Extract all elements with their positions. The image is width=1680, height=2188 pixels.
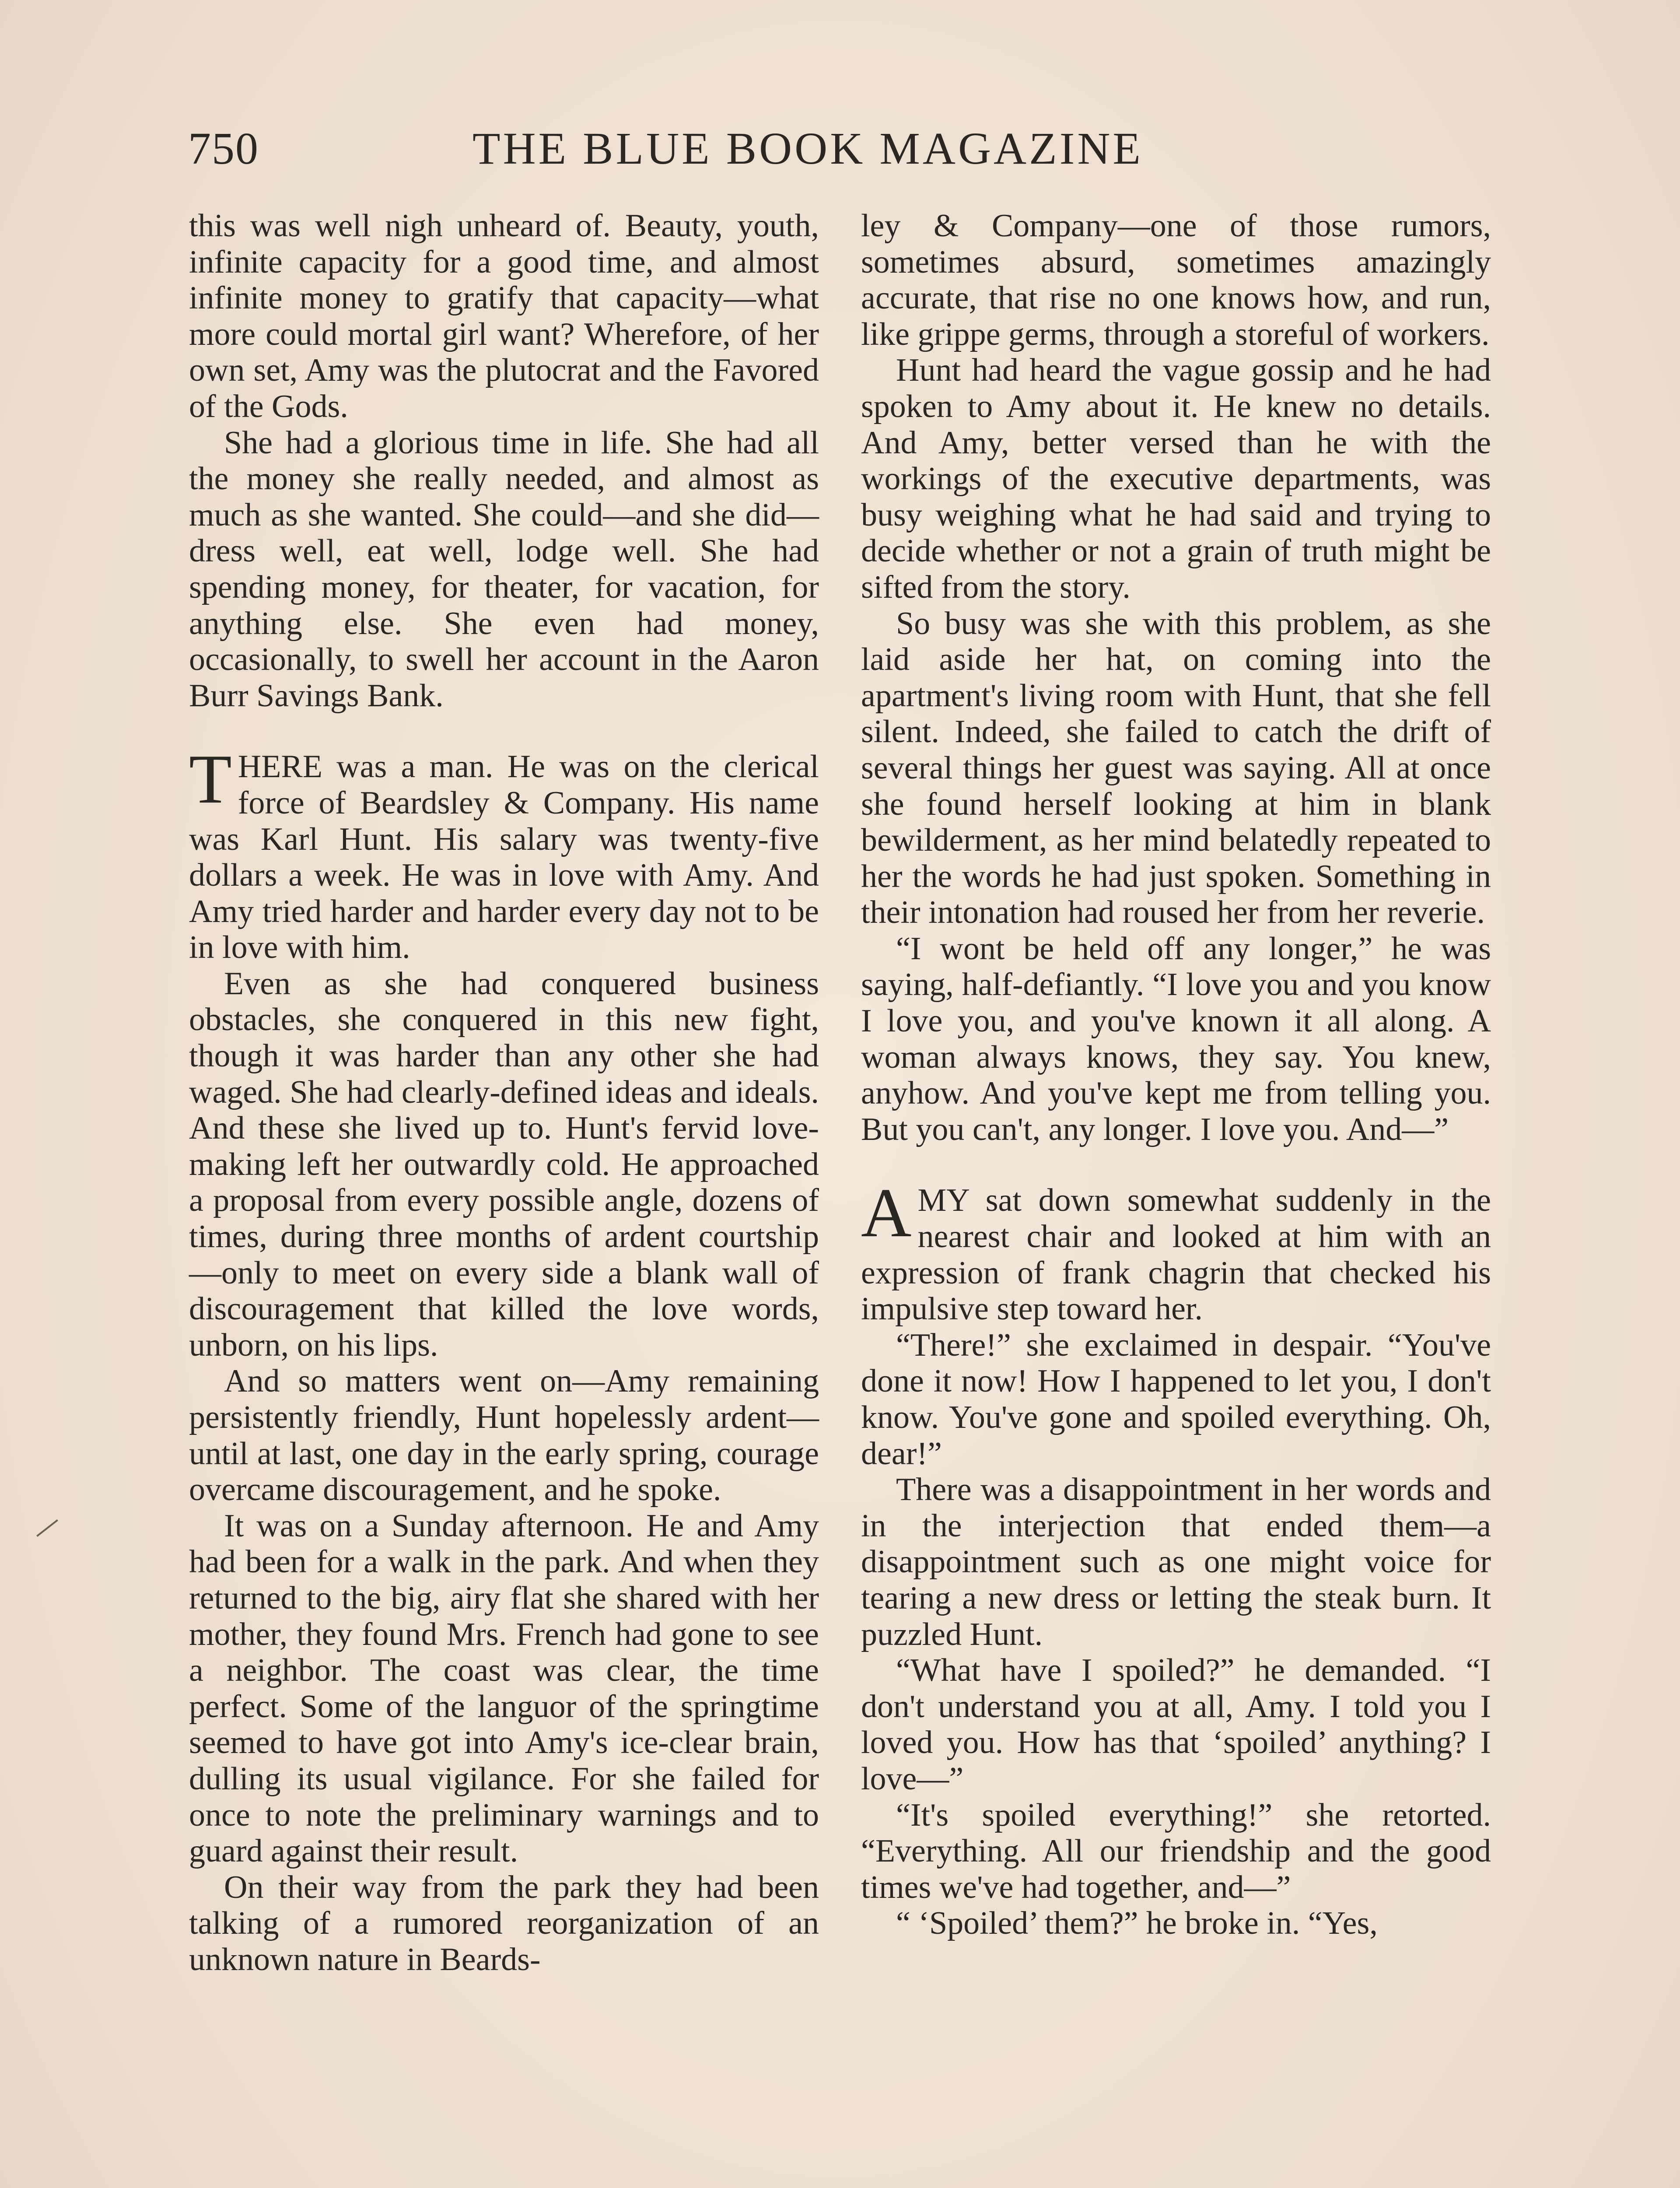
paragraph: “I wont be held off any longer,” he was saying, half-defiantly. “I love you and you know I love you, and you've known it all along. A woman always knows, they say. You knew, anyhow. And you've kept me from telling you. But you can't, any longer. I love you. And—” bbox=[861, 930, 1491, 1147]
paragraph: There was a disappointment in her words and in the interjection that ended them—a disappointment such as one might voice for tearing a new dress or letting the steak burn. It puzzled Hunt. bbox=[861, 1472, 1491, 1652]
right-column bbox=[861, 208, 1491, 1942]
magazine-title: THE BLUE BOOK MAGAZINE bbox=[472, 123, 1143, 174]
page-header bbox=[188, 118, 1518, 184]
paragraph: Hunt had heard the vague gossip and he had spoken to Amy about it. He knew no details. And Amy, better versed than he with the workings of the executive departments, was busy weighing what he had said and trying to decide whether or not a grain of truth might be sifted from the story. bbox=[861, 352, 1491, 605]
paragraph-text: HERE was a man. He was on the clerical force of Beardsley & Company. His name was Karl Hunt. His salary was twenty-five dollars a week. He was in love with Amy. And Amy tried harder and harder every day not to be in love with him. bbox=[189, 749, 819, 966]
paragraph: So busy was she with this problem, as she laid aside her hat, on coming into the apartment's living room with Hunt, that she fell silent. Indeed, she failed to catch the drift of several things her guest was saying. All at once she found herself looking at him in blank bewilderment, as her mind belatedly repeated to her the words he had just spoken. Something in their intonation had roused her from her reverie. bbox=[861, 605, 1491, 931]
paragraph: It was on a Sunday afternoon. He and Amy had been for a walk in the park. And when they returned to the big, airy flat she shared with her mother, they found Mrs. French had gone to see a neighbor. The coast was clear, the time perfect. Some of the languor of the springtime seemed to have got into Amy's ice-clear brain, dulling its usual vigilance. For she failed for once to note the preliminary warnings and to guard against their result. bbox=[189, 1508, 819, 1869]
paragraph: On their way from the park they had been talking of a rumored reorganization of an unknown nature in Beards- bbox=[189, 1869, 819, 1978]
paragraph: “What have I spoiled?” he demanded. “I don't understand you at all, Amy. I told you I loved you. How has that ‘spoiled’ anything? I love—” bbox=[861, 1652, 1491, 1797]
paragraph: And so matters went on—Amy remaining persistently friendly, Hunt hopelessly ardent—until at last, one day in the early spring, courage overcame discouragement, and he spoke. bbox=[189, 1363, 819, 1508]
paragraph: “There!” she exclaimed in despair. “You've done it now! How I happened to let you, I don't know. You've gone and spoiled everything. Oh, dear!” bbox=[861, 1327, 1491, 1472]
section-opening-paragraph bbox=[189, 740, 819, 966]
paragraph-text: MY sat down somewhat suddenly in the nearest chair and looked at him with an expression of frank chagrin that checked his impulsive step toward her. bbox=[861, 1182, 1491, 1327]
section-opening-paragraph bbox=[861, 1174, 1491, 1327]
left-column bbox=[189, 208, 819, 1978]
paragraph: She had a glorious time in life. She had all the money she really needed, and almost as much as she wanted. She could—and she did—dress well, eat well, lodge well. She had spending money, for theater, for vacation, for anything else. She even had money, occasionally, to swell her account in the Aaron Burr Savings Bank. bbox=[189, 424, 819, 714]
paragraph: ley & Company—one of those rumors, sometimes absurd, sometimes amazingly accurate, that rise no one knows how, and run, like grippe germs, through a storeful of workers. bbox=[861, 208, 1491, 352]
paragraph: “It's spoiled everything!” she retorted. “Everything. All our friendship and the good times we've had together, and—” bbox=[861, 1797, 1491, 1905]
paragraph: this was well nigh unheard of. Beauty, youth, infinite capacity for a good time, and almost infinite money to gratify that capacity—what more could mortal girl want? Wherefore, of her own set, Amy was the plutocrat and the Favored of the Gods. bbox=[189, 208, 819, 424]
paragraph: Even as she had conquered business obstacles, she conquered in this new fight, though it was harder than any other she had waged. She had clearly-defined ideas and ideals. And these she lived up to. Hunt's fervid love-making left her outwardly cold. He approached a proposal from every possible angle, dozens of times, during three months of ardent courtship—only to meet on every side a blank wall of discouragement that killed the love words, unborn, on his lips. bbox=[189, 965, 819, 1363]
page-number: 750 bbox=[188, 123, 259, 174]
drop-cap: A bbox=[861, 1174, 912, 1252]
paragraph: “ ‘Spoiled’ them?” he broke in. “Yes, bbox=[896, 1905, 1378, 1942]
pencil-mark bbox=[36, 1519, 58, 1537]
drop-cap: T bbox=[189, 740, 232, 818]
